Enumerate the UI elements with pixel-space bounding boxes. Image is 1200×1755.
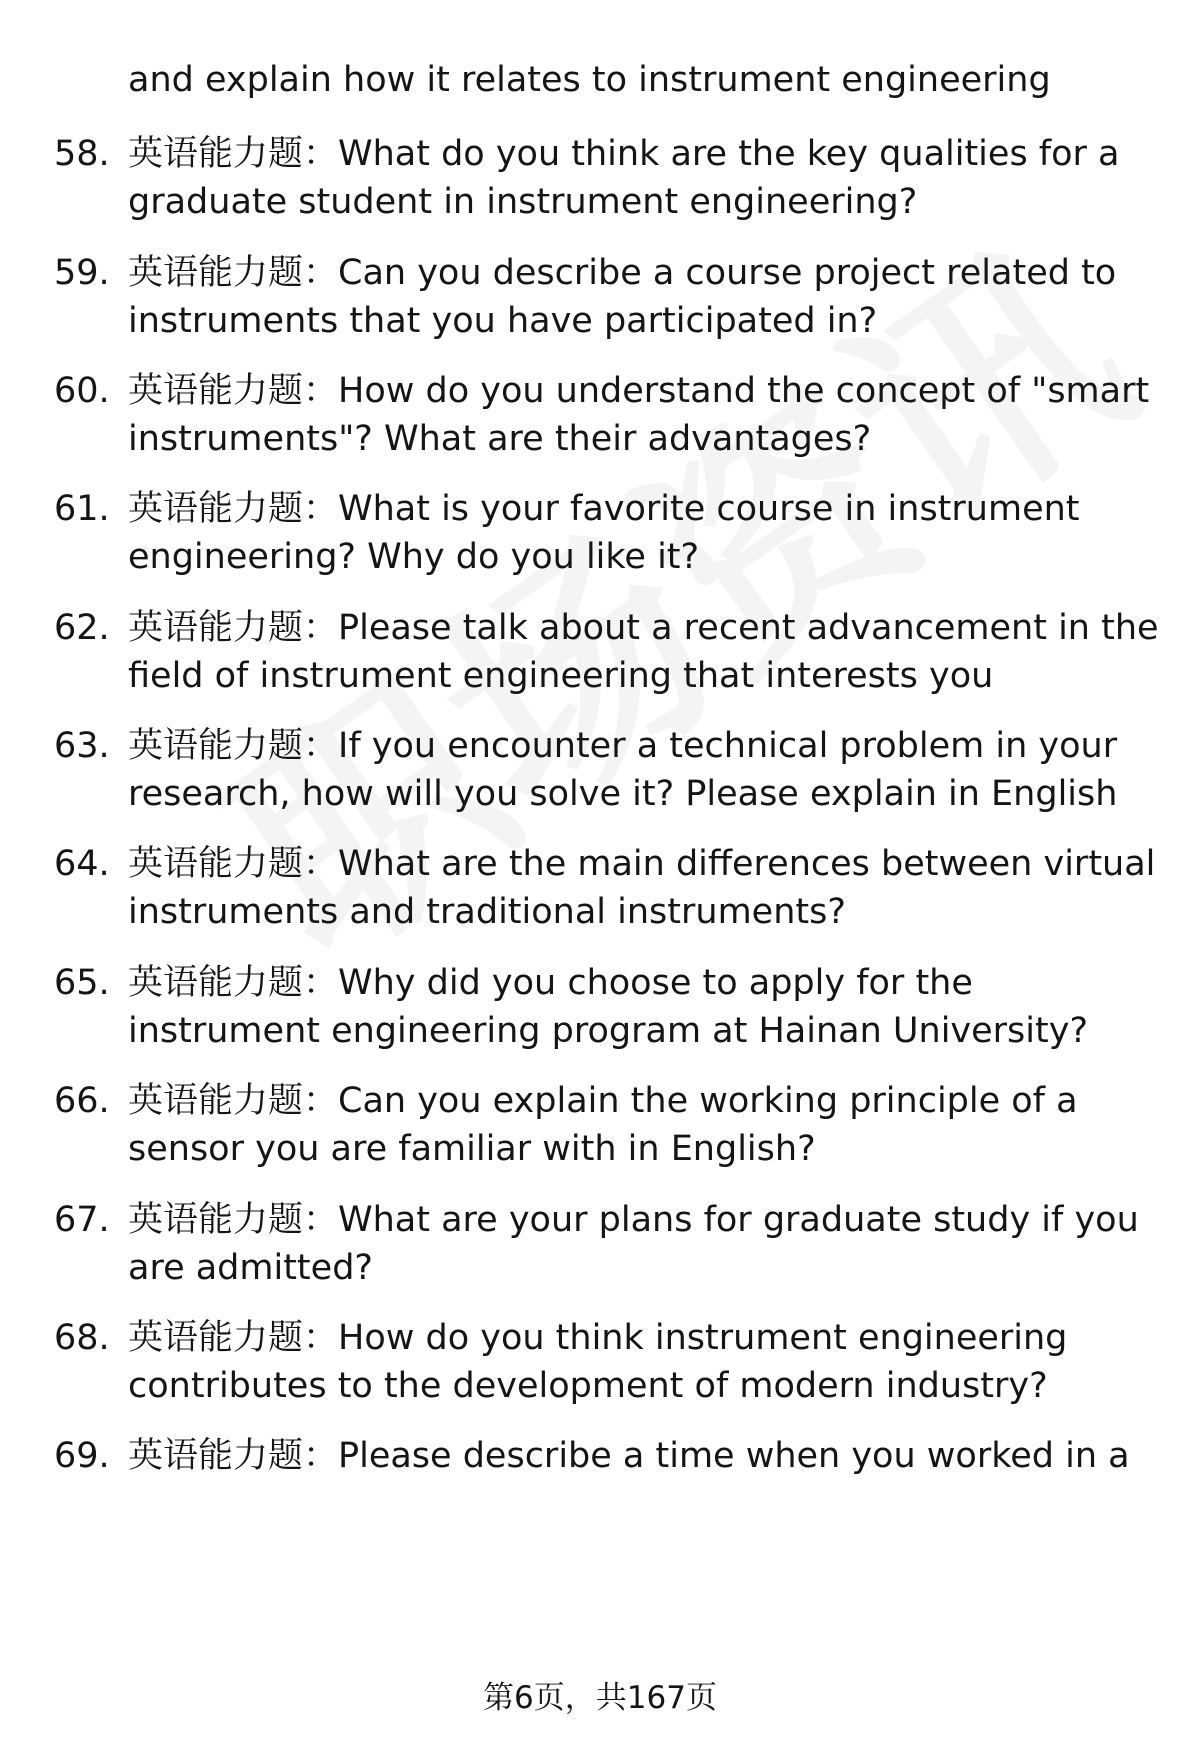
question-number: 67. bbox=[54, 1200, 110, 1240]
question-line: instruments that you have participated in? bbox=[128, 301, 878, 341]
question-number: 59. bbox=[54, 253, 110, 293]
question-line: 英语能力题：Please talk about a recent advancement in the bbox=[128, 608, 1159, 648]
question-line: are admitted? bbox=[128, 1248, 373, 1288]
question-text bbox=[128, 130, 1158, 226]
question-line: contributes to the development of modern industry? bbox=[128, 1366, 1048, 1406]
question-line: research, how will you solve it? Please explain in English bbox=[128, 774, 1118, 814]
question-text bbox=[128, 1077, 1158, 1173]
question-line: graduate student in instrument engineering? bbox=[128, 182, 918, 222]
question-line: 英语能力题：What do you think are the key qualities for a bbox=[128, 134, 1120, 174]
question-number: 69. bbox=[54, 1436, 110, 1476]
question-line: 英语能力题：Please describe a time when you worked in a bbox=[128, 1436, 1130, 1476]
question-line: 英语能力题：How do you understand the concept of "smart bbox=[128, 371, 1150, 411]
question-line: 英语能力题：What are the main differences between virtual bbox=[128, 844, 1156, 884]
question-line: sensor you are familiar with in English? bbox=[128, 1129, 816, 1169]
question-number: 66. bbox=[54, 1081, 110, 1121]
question-number: 58. bbox=[54, 134, 110, 174]
question-text bbox=[128, 1314, 1158, 1410]
question-line: 英语能力题：Why did you choose to apply for the bbox=[128, 963, 973, 1003]
question-text bbox=[128, 840, 1158, 936]
question-text bbox=[128, 1196, 1158, 1292]
question-line: 英语能力题：Can you describe a course project related to bbox=[128, 253, 1117, 293]
question-text bbox=[128, 1432, 1158, 1480]
question-line: 英语能力题：What are your plans for graduate study if you bbox=[128, 1200, 1139, 1240]
question-number: 64. bbox=[54, 844, 110, 884]
question-line: instruments"? What are their advantages? bbox=[128, 419, 872, 459]
question-number: 60. bbox=[54, 371, 110, 411]
question-number: 65. bbox=[54, 963, 110, 1003]
question-text bbox=[128, 959, 1158, 1055]
question-text bbox=[128, 367, 1158, 463]
question-number: 68. bbox=[54, 1318, 110, 1358]
question-number: 63. bbox=[54, 726, 110, 766]
question-line: field of instrument engineering that interests you bbox=[128, 656, 994, 696]
page-footer: 第6页，共167页 bbox=[483, 1680, 717, 1716]
question-number: 61. bbox=[54, 489, 110, 529]
question-line: instruments and traditional instruments? bbox=[128, 892, 846, 932]
question-line: 英语能力题：If you encounter a technical problem in your bbox=[128, 726, 1118, 766]
question-line: instrument engineering program at Hainan University? bbox=[128, 1011, 1089, 1051]
question-text bbox=[128, 722, 1158, 818]
question-line: 英语能力题：How do you think instrument engineering bbox=[128, 1318, 1068, 1358]
question-line: 英语能力题：What is your favorite course in instrument bbox=[128, 489, 1080, 529]
question-line: 英语能力题：Can you explain the working principle of a bbox=[128, 1081, 1078, 1121]
question-line: engineering? Why do you like it? bbox=[128, 537, 700, 577]
question-text bbox=[128, 249, 1158, 345]
question-text bbox=[128, 485, 1158, 581]
question-text bbox=[128, 604, 1158, 700]
continuation-line: and explain how it relates to instrument engineering bbox=[128, 60, 1051, 100]
question-number: 62. bbox=[54, 608, 110, 648]
